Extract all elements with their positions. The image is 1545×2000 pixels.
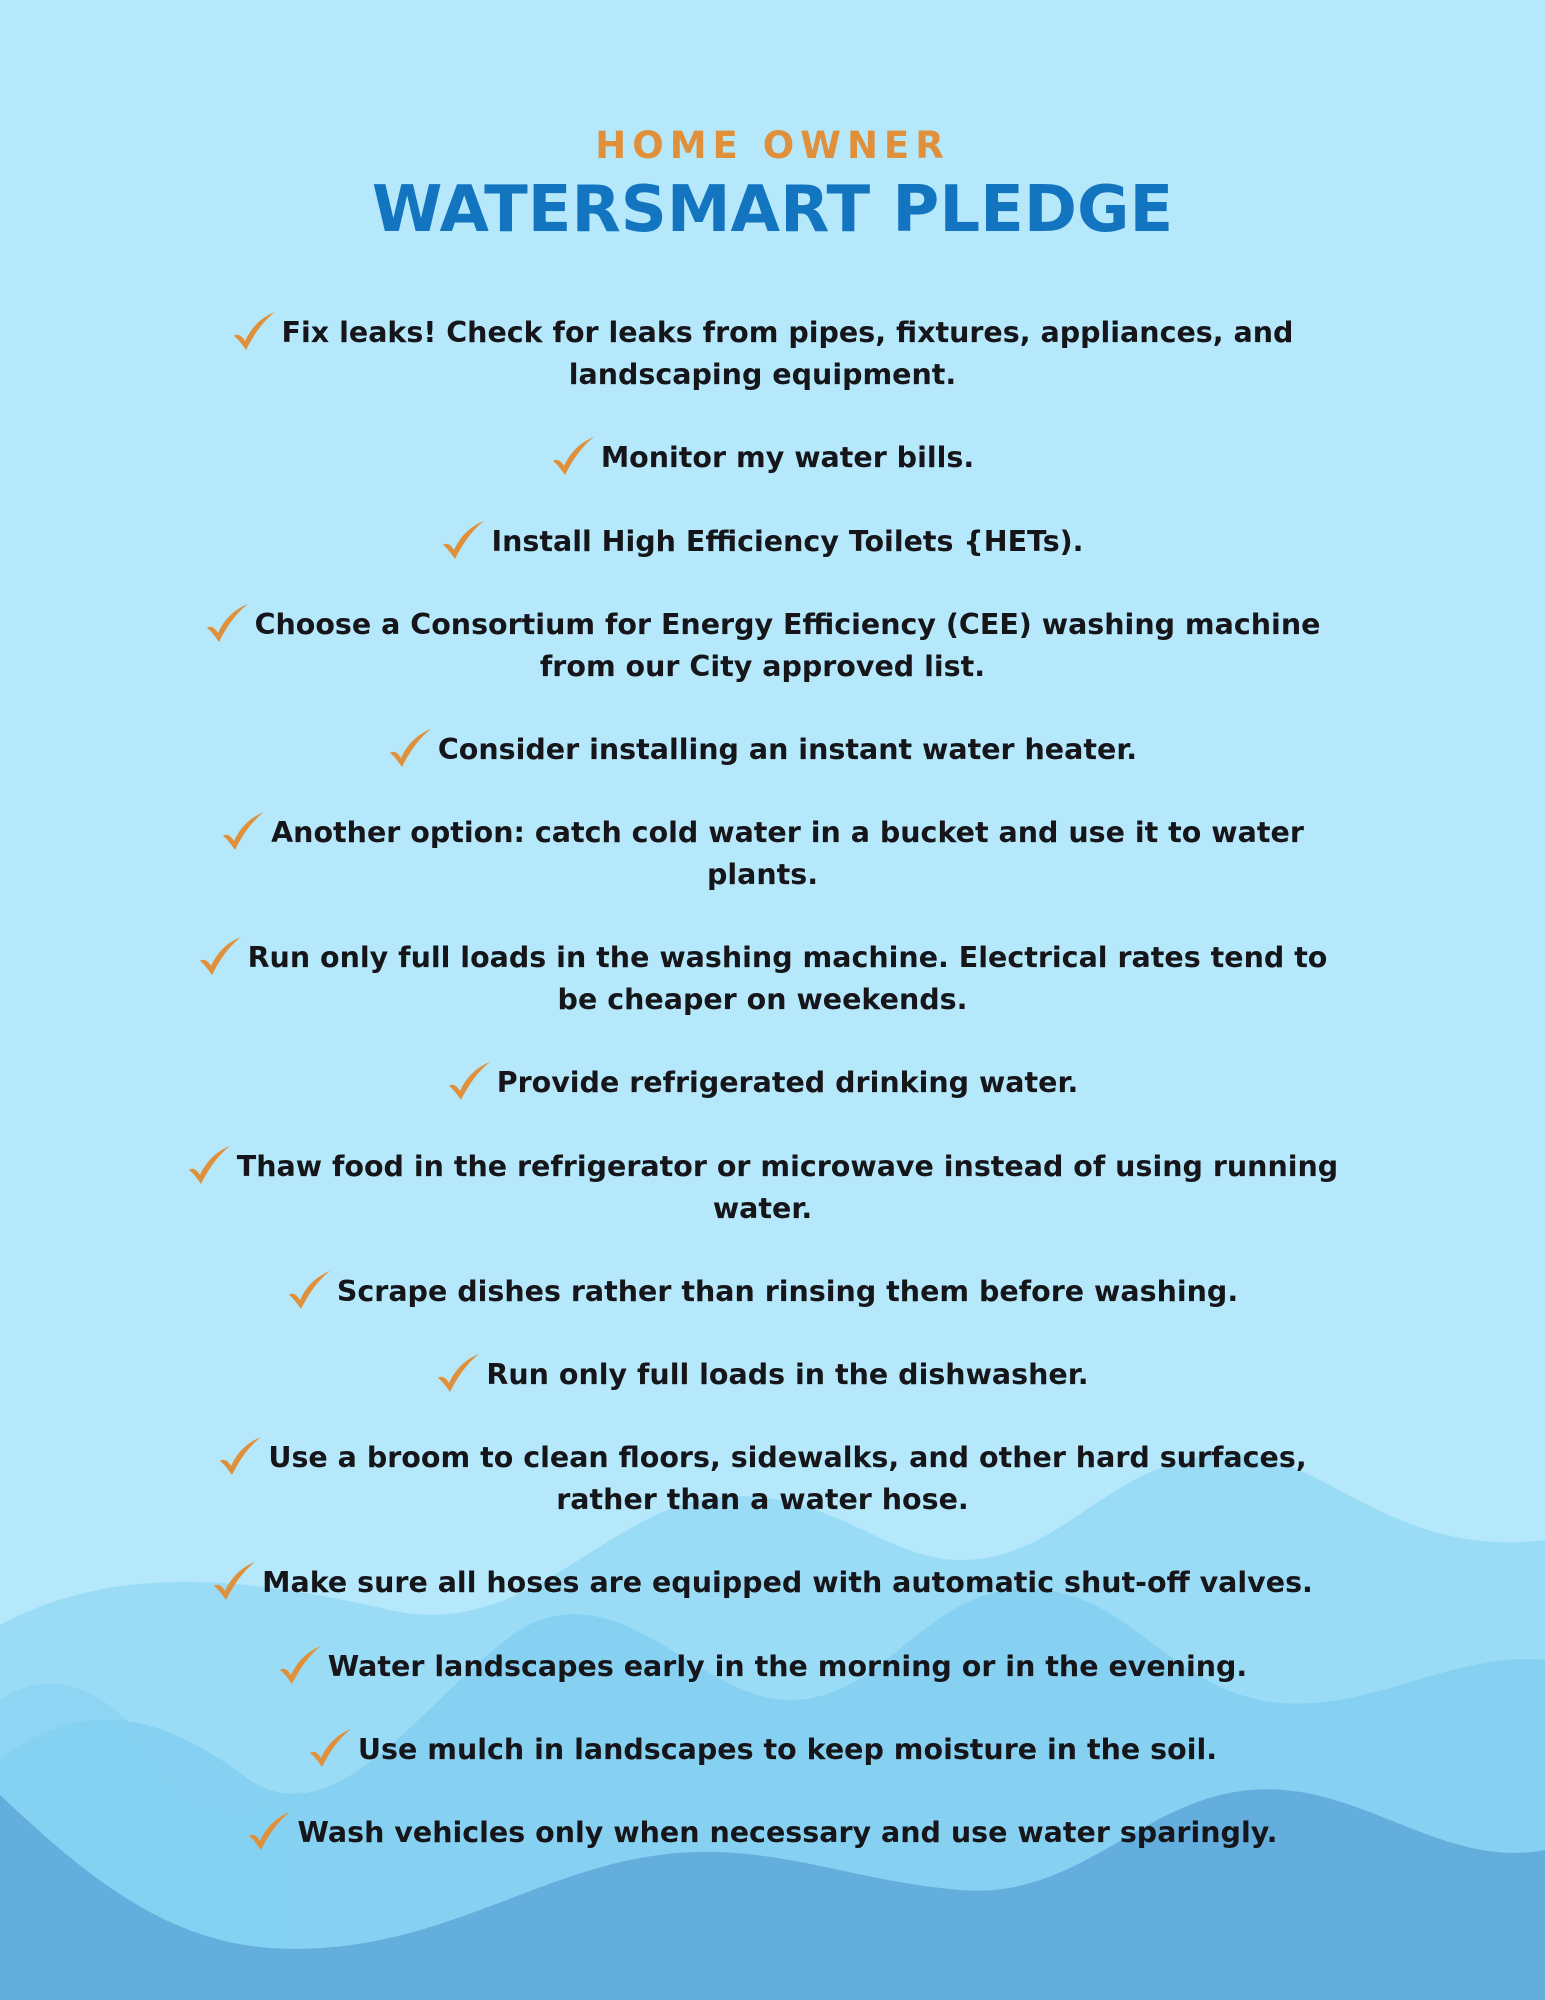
pledge-item-text: Thaw food in the refrigerator or microwave instead of using running water. — [236, 1150, 1339, 1225]
check-icon — [388, 727, 434, 769]
pledge-item-text: Use a broom to clean floors, sidewalks, and other hard surfaces, rather than a water hose. — [268, 1441, 1307, 1516]
pledge-item-text: Water landscapes early in the morning or in the evening. — [327, 1650, 1248, 1683]
pledge-item-text: Run only full loads in the washing machine. Electrical rates tend to be cheaper on weekends. — [247, 941, 1328, 1016]
pledge-item — [180, 935, 1345, 1021]
pledge-item-text: Provide refrigerated drinking water. — [496, 1066, 1079, 1099]
check-icon — [287, 1269, 333, 1311]
pledge-item-text: Install High Efficiency Toilets {HETs). — [491, 525, 1084, 558]
pledge-item-text: Consider installing an instant water heater. — [437, 733, 1138, 766]
check-icon — [232, 310, 278, 352]
check-icon — [447, 1060, 493, 1102]
pledge-item — [180, 810, 1345, 896]
pledge-item — [180, 1352, 1345, 1396]
pledge-item-text: Run only full loads in the dishwasher. — [486, 1358, 1089, 1391]
check-icon — [198, 935, 244, 977]
page-subtitle: HOME OWNER — [595, 124, 950, 167]
pledge-item — [180, 1560, 1345, 1604]
check-icon — [551, 435, 597, 477]
pledge-item — [180, 602, 1345, 688]
check-icon — [436, 1352, 482, 1394]
check-icon — [212, 1560, 258, 1602]
pledge-item-text: Make sure all hoses are equipped with automatic shut-off valves. — [262, 1566, 1313, 1599]
pledge-item-text: Scrape dishes rather than rinsing them before washing. — [336, 1275, 1239, 1308]
check-icon — [205, 602, 251, 644]
pledge-item — [180, 1644, 1345, 1688]
pledge-item-text: Choose a Consortium for Energy Efficiency (CEE) washing machine from our City approved list. — [254, 608, 1321, 683]
check-icon — [247, 1810, 293, 1852]
pledge-item — [180, 1060, 1345, 1104]
check-icon — [187, 1144, 233, 1186]
pledge-item — [180, 727, 1345, 771]
page-title: WATERSMART PLEDGE — [371, 173, 1174, 247]
check-icon — [308, 1727, 354, 1769]
pledge-item — [180, 1727, 1345, 1771]
pledge-item — [180, 519, 1345, 563]
pledge-item — [180, 1810, 1345, 1854]
pledge-item-text: Fix leaks! Check for leaks from pipes, fixtures, appliances, and landscaping equipment. — [281, 316, 1294, 391]
pledge-item — [180, 435, 1345, 479]
pledge-item — [180, 1144, 1345, 1230]
pledge-item-text: Use mulch in landscapes to keep moisture in the soil. — [357, 1733, 1218, 1766]
pledge-item — [180, 1435, 1345, 1521]
check-icon — [218, 1435, 264, 1477]
check-icon — [278, 1644, 324, 1686]
pledge-item-text: Wash vehicles only when necessary and use water sparingly. — [297, 1816, 1278, 1849]
check-icon — [441, 519, 487, 561]
pledge-item — [180, 1269, 1345, 1313]
pledge-item-text: Monitor my water bills. — [600, 441, 975, 474]
pledge-item-text: Another option: catch cold water in a bucket and use it to water plants. — [271, 816, 1304, 891]
pledge-item — [180, 310, 1345, 396]
check-icon — [221, 810, 267, 852]
